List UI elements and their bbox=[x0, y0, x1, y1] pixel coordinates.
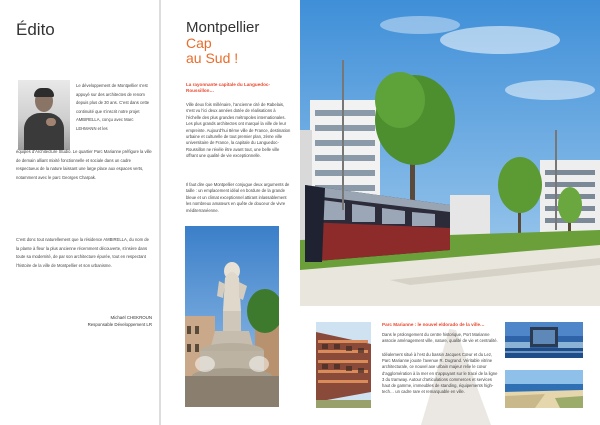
title-line-1: Montpellier bbox=[186, 19, 260, 36]
section2-heading: Parc Marianne : le nouvel eldorado de la ville… bbox=[382, 322, 485, 327]
building-photo bbox=[316, 322, 371, 408]
section2-paragraph-1: Dans le prolongement du centre historique, Port Marianne associe aménagement ville, nature, qualité de vie et centralité. bbox=[382, 332, 498, 344]
edito-title: Édito bbox=[16, 20, 55, 39]
edito-intro: Le développement de Montpellier s’est appuyé sur des architectes de renom depuis plus de 30 ans. C’est dans cette continuité que s’inscrit notre projet AMBIRELLA, conçu avec Marc LEHMANN et les bbox=[76, 83, 150, 131]
title-line-2: Cap bbox=[186, 35, 212, 51]
left-page bbox=[0, 0, 160, 425]
signature-role: Responsable Développement LR bbox=[87, 322, 152, 327]
section2-paragraph-2: Idéalement situé à l’est du bassin Jacques Cœur et du Lez, Parc Marianne jouxte l’avenue R. Dugrand. Véritable vitrine architecturale, ce nouvel axe urbain majeur relie le cœur d’agglomération à la mer en s’appuyant sur le tracé de la ligne 3 du tramway. Autour d’articulations commerces et services haut de gamme, immeubles de standing, équipements high-tech… un cadre rare et remarquable en ville. bbox=[382, 352, 498, 395]
section1-paragraph-1: Ville deux fois millénaire, l’ancienne cité de Rabelais, s’est vu l’ici deux années dotée de réalisations à l’échelle des plus grandes métropoles internationales. Les plus grands architectes ont marqué la ville de leur empreinte. Aujourd’hui 8ème ville de France, destination urbaine et culturelle de tout premier plan, 2ème ville universitaire de France, la capitale du Languedoc-Roussillon ne révèle être avant tout, une belle ville offrant une qualité de vie exceptionnelle. bbox=[186, 102, 291, 159]
signature bbox=[60, 314, 152, 328]
fountain-statue-photo bbox=[185, 226, 279, 407]
tram-photo bbox=[300, 0, 600, 306]
section1-heading: La rayonnante capitale du Languedoc-Roussillon… bbox=[186, 82, 270, 93]
modern-building-pool-photo bbox=[505, 322, 583, 358]
section1-paragraph-2: Il faut dire que Montpellier conjugue deux arguments de taille : un emplacement idéal en bordure de la grande bleue et un climat exceptionnel attirant inlassablement les nombreux amateurs en quête de douceur de vivre méditerranéenne. bbox=[186, 182, 290, 213]
edito-body-2: C’est donc tout naturellement que la résidence AMBIRELLA, du nom de la plante à fleur la plus ancienne récemment découverte, s’insère dans toute sa modernité, de par son architecture épurée, tout en respectant l’histoire de la ville de Montpellier et son urbanisme. bbox=[16, 237, 149, 268]
title-line-3: au Sud ! bbox=[186, 50, 239, 66]
signature-name: Michaël CHEKROUN bbox=[110, 315, 152, 320]
beach-photo bbox=[505, 370, 583, 408]
edito-body-1: équipes d’Architecture Studio. Le quartier Parc Marianne préfigure la ville de demain alliant mixité fonctionnelle et sociale dans un cadre respectueux de la nature laissant une large place aux espaces verts, notamment avec le parc Georges Charpak. bbox=[16, 149, 152, 180]
author-portrait bbox=[18, 80, 70, 150]
page-title bbox=[186, 20, 259, 66]
